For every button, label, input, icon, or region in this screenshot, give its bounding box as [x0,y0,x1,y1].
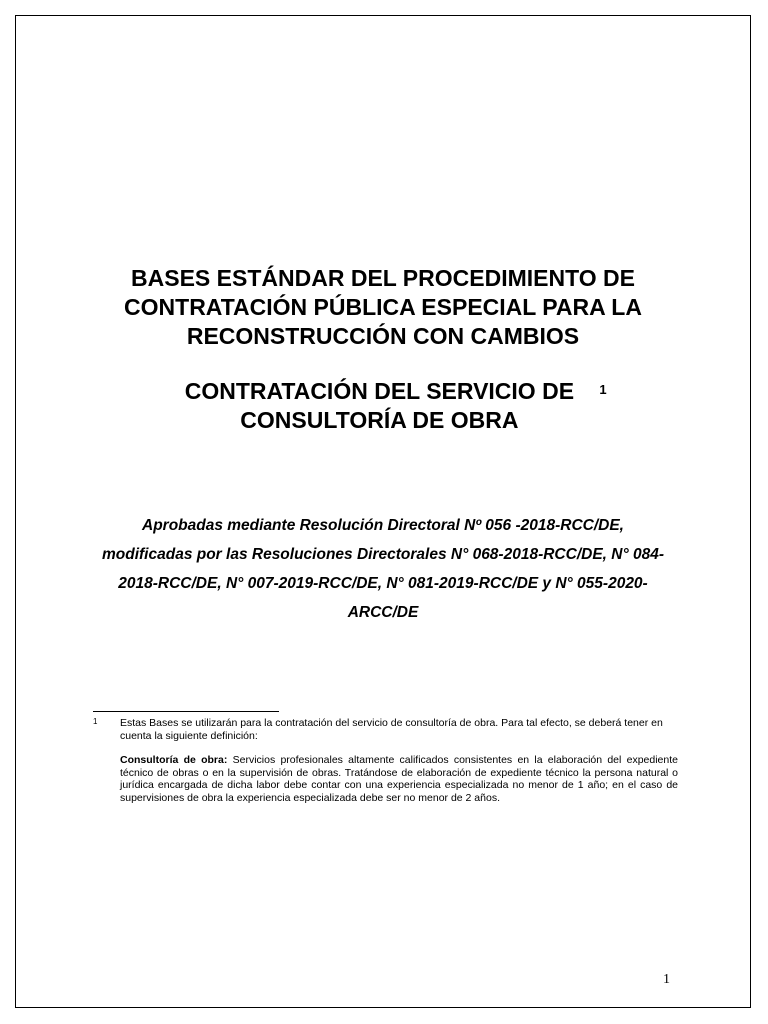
footnote-separator [93,711,279,712]
footnote-reference: 1 [599,382,607,397]
document-page [15,15,751,1008]
approval-statement: Aprobadas mediante Resolución Directoral Nº 056 -2018-RCC/DE, modificadas por las Resoluciones Directorales N° 068-2018-RCC/DE, N° 084-2018-RCC/DE, N° 007-2019-RCC/DE, N° 081-2019-RCC/DE y N° 055-2020-ARCC/DE [102,517,664,621]
definition-label: Consultoría de obra: [120,754,228,766]
footnote-marker: 1 [93,717,98,726]
footnote-definition [120,754,678,804]
document-title-text: BASES ESTÁNDAR DEL PROCEDIMIENTO DE CONTRATACIÓN PÚBLICA ESPECIAL PARA LA RECONSTRUCCIÓN CON CAMBIOS [124,265,642,349]
document-subtitle-text: CONTRATACIÓN DEL SERVICIO DE CONSULTORÍA DE OBRA [184,378,575,433]
definition-text: Servicios profesionales altamente calificados consistentes en la elaboración del expediente técnico de obras o en la supervisión de obras. Tratándose de elaboración de expediente técnico la persona natural o jurídica encargada de dicha labor debe contar con una experiencia especializada no menor de 1 año; en el caso de supervisiones de obra la experiencia especializada debe ser no menor de 2 años. [120,754,678,804]
document-title [16,264,750,351]
page-number: 1 [663,972,670,987]
document-subtitle [16,377,750,435]
footnote-intro: Estas Bases se utilizarán para la contratación del servicio de consultoría de obra. Para tal efecto, se deberá tener en cuenta la siguiente definición: [120,717,663,742]
